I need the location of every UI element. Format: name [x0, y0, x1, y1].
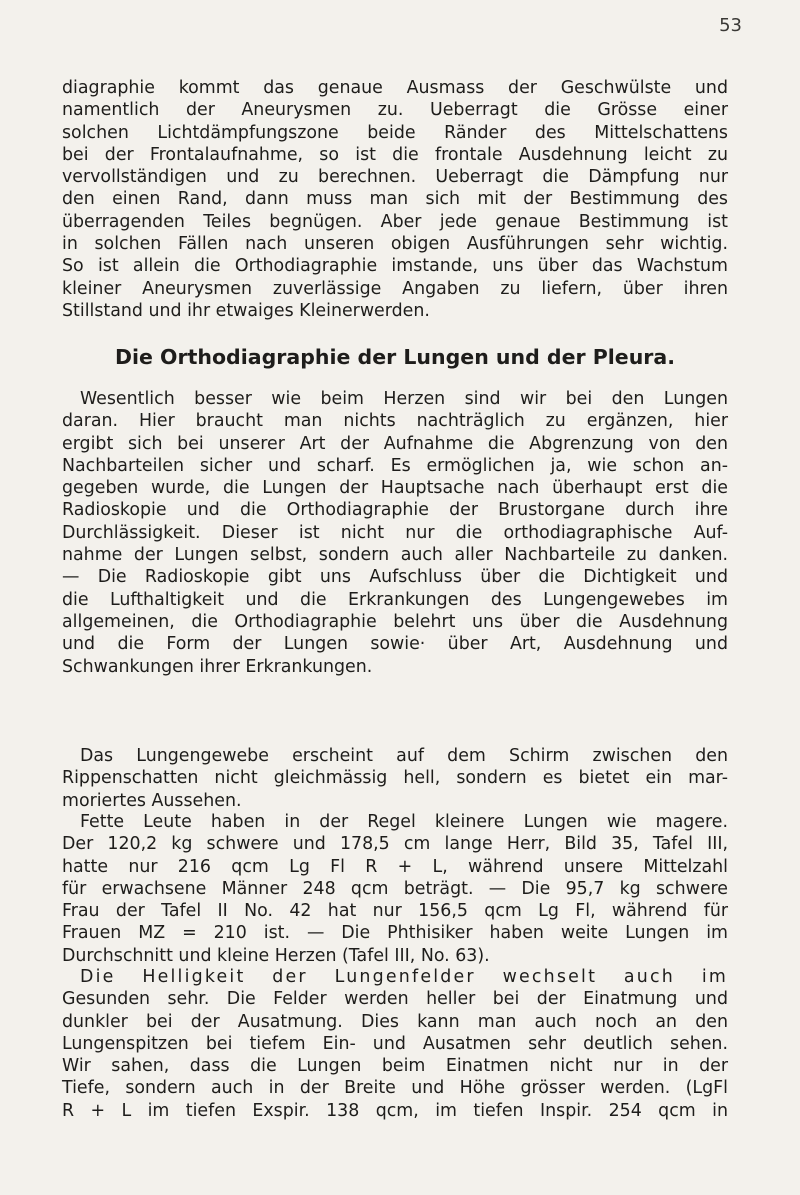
text-line: Wir sahen, dass die Lungen beim Einatmen nicht nur in der	[62, 1056, 728, 1077]
text-line: und die Form der Lungen sowie· über Art, Ausdehnung und	[62, 634, 728, 655]
text-line: überragenden Teiles begnügen. Aber jede genaue Bestimmung ist	[62, 211, 728, 232]
text-line: bei der Frontalaufnahme, so ist die frontale Ausdehnung leicht zu	[62, 144, 728, 165]
text-line: Das Lungengewebe erscheint auf dem Schirm zwischen den	[80, 746, 728, 766]
text-line: Nachbarteilen sicher und scharf. Es ermöglichen ja, wie schon an-	[62, 455, 728, 476]
text-line: Durchlässigkeit. Dieser ist nicht nur die orthodiagraphische Auf-	[62, 522, 728, 543]
text-line: Rippenschatten nicht gleichmässig hell, sondern es bietet ein mar-	[62, 768, 728, 789]
text-line: Schwankungen ihrer Erkrankungen.	[62, 656, 373, 677]
text-line: diagraphie kommt das genaue Ausmass der Geschwülste und	[62, 78, 728, 98]
text-line: für erwachsene Männer 248 qcm beträgt. — Die 95,7 kg schwere	[62, 878, 728, 899]
text-line: moriertes Aussehen.	[62, 790, 242, 811]
text-line: nahme der Lungen selbst, sondern auch aller Nachbarteile zu danken.	[62, 545, 728, 566]
section-heading: Die Orthodiagraphie der Lungen und der Pleura.	[114, 345, 676, 369]
text-line: R + L im tiefen Exspir. 138 qcm, im tiefen Inspir. 254 qcm in	[62, 1100, 728, 1121]
text-line: vervollständigen und zu berechnen. Ueberragt die Dämpfung nur	[62, 167, 728, 188]
paragraph-lung-tissue	[62, 745, 728, 812]
text-line: in solchen Fällen nach unseren obigen Ausführungen sehr wichtig.	[62, 234, 728, 255]
paragraph-lung-size	[62, 811, 728, 967]
text-line: Tiefe, sondern auch in der Breite und Höhe grösser werden. (LgFl	[62, 1078, 728, 1099]
text-line: Wesentlich besser wie beim Herzen sind wir bei den Lungen	[80, 389, 728, 409]
text-line: Der 120,2 kg schwere und 178,5 cm lange Herr, Bild 35, Tafel III,	[62, 834, 728, 855]
text-line: Lungenspitzen bei tiefem Ein- und Ausatmen sehr deutlich sehen.	[62, 1033, 728, 1054]
paragraph-lung-radioscopy	[62, 388, 728, 678]
text-line: dunkler bei der Ausatmung. Dies kann man auch noch an den	[62, 1011, 728, 1032]
text-line: kleiner Aneurysmen zuverlässige Angaben zu liefern, über ihren	[62, 278, 728, 299]
text-line: hatte nur 216 qcm Lg Fl R + L, während unsere Mittelzahl	[62, 856, 728, 877]
page-number: 53	[719, 15, 742, 36]
text-line: So ist allein die Orthodiagraphie imstande, uns über das Wachstum	[62, 256, 728, 277]
text-line: namentlich der Aneurysmen zu. Ueberragt die Grösse einer	[62, 100, 728, 121]
paragraph-aneurysm-measurement	[62, 77, 728, 322]
text-line: Stillstand und ihr etwaiges Kleinerwerden.	[62, 300, 430, 321]
text-line: daran. Hier braucht man nichts nachträglich zu ergänzen, hier	[62, 411, 728, 432]
text-line: die Lufthaltigkeit und die Erkrankungen des Lungengewebes im	[62, 589, 728, 610]
text-line: solchen Lichtdämpfungszone beide Ränder des Mittelschattens	[62, 122, 728, 143]
text-line: Frau der Tafel II No. 42 hat nur 156,5 qcm Lg Fl, während für	[62, 901, 728, 922]
text-line: ergibt sich bei unserer Art der Aufnahme die Abgrenzung von den	[62, 433, 728, 454]
text-line: Durchschnitt und kleine Herzen (Tafel III, No. 63).	[62, 945, 490, 966]
text-line: Frauen MZ = 210 ist. — Die Phthisiker haben weite Lungen im	[62, 923, 728, 944]
text-line: gegeben wurde, die Lungen der Hauptsache nach überhaupt erst die	[62, 478, 728, 499]
text-line: Radioskopie und die Orthodiagraphie der Brustorgane durch ihre	[62, 500, 728, 521]
text-line: allgemeinen, die Orthodiagraphie belehrt uns über die Ausdehnung	[62, 611, 728, 632]
text-line: Die Helligkeit der Lungenfelder wechselt auch im	[80, 967, 728, 987]
paragraph-lung-brightness	[62, 966, 728, 1122]
text-line: Gesunden sehr. Die Felder werden heller bei der Einatmung und	[62, 989, 728, 1010]
text-line: Fette Leute haben in der Regel kleinere Lungen wie magere.	[80, 812, 728, 832]
text-line: — Die Radioskopie gibt uns Aufschluss über die Dichtigkeit und	[62, 567, 728, 588]
text-line: den einen Rand, dann muss man sich mit der Bestimmung des	[62, 189, 728, 210]
